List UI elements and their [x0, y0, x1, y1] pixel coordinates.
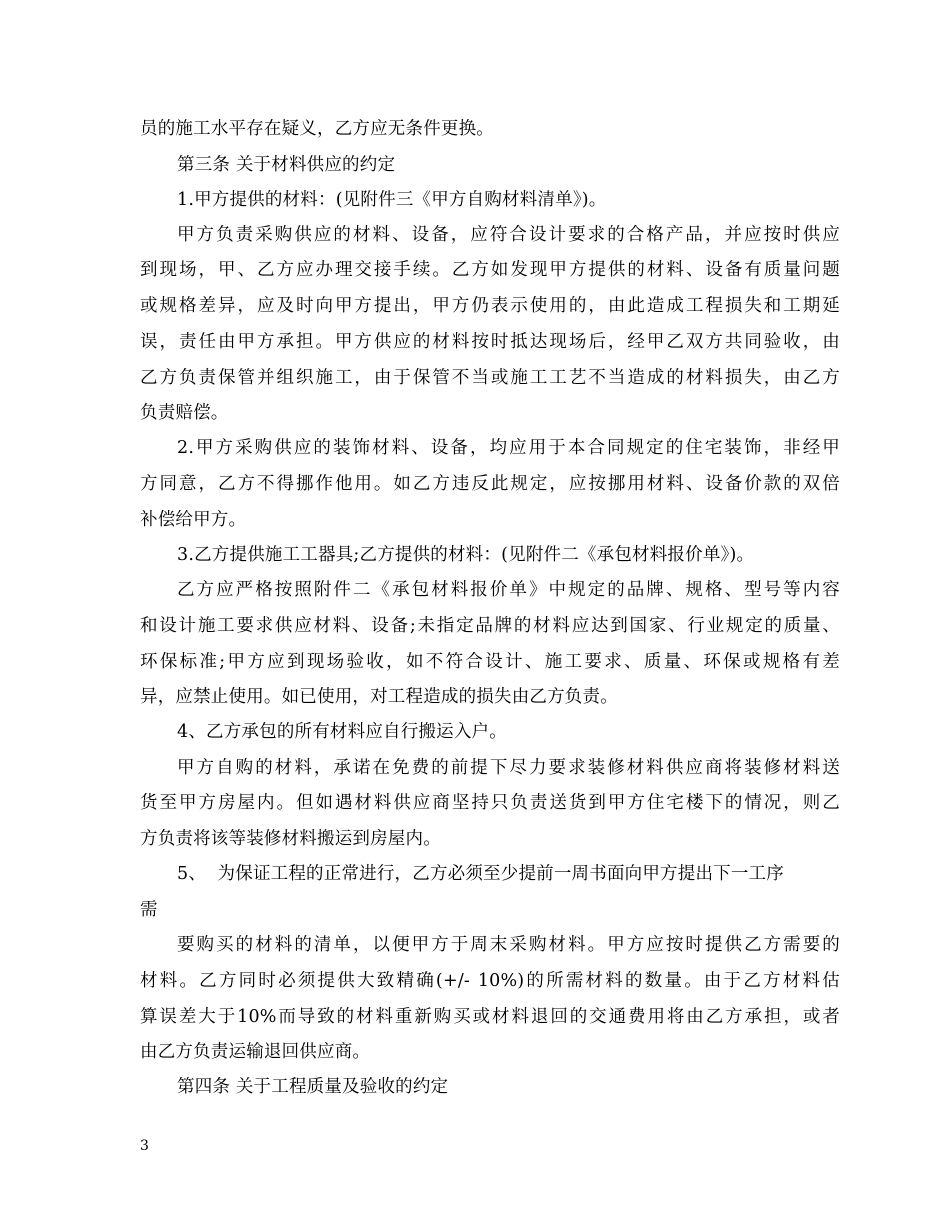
- text-line: 算误差大于10%而导致的材料重新购买或材料退回的交通费用将由乙方承担，或者: [140, 1007, 840, 1027]
- text-line: 误，责任由甲方承担。甲方供应的材料按时抵达现场后，经甲乙双方共同验收，由: [140, 332, 840, 352]
- section-heading-4: 第四条 关于工程质量及验收的约定: [177, 1077, 449, 1097]
- text-line: 或规格差异，应及时向甲方提出，甲方仍表示使用的，由此造成工程损失和工期延: [140, 296, 840, 316]
- text-line: 补偿给甲方。: [140, 510, 247, 530]
- text-line: 环保标准;甲方应到现场验收，如不符合设计、施工要求、质量、环保或规格有差: [140, 652, 840, 672]
- text-line: 乙方应严格按照附件二《承包材料报价单》中规定的品牌、规格、型号等内容: [177, 580, 840, 600]
- page-number: 3: [140, 1138, 149, 1154]
- text-line: 甲方负责采购供应的材料、设备，应符合设计要求的合格产品，并应按时供应: [177, 225, 840, 245]
- text-line: 2.甲方采购供应的装饰材料、设备，均应用于本合同规定的住宅装饰，非经甲: [177, 438, 840, 458]
- text-line: 要购买的材料的清单，以便甲方于周末采购材料。甲方应按时提供乙方需要的: [177, 935, 840, 955]
- text-line: 由乙方负责运输退回供应商。: [140, 1042, 371, 1062]
- text-line: 甲方自购的材料，承诺在免费的前提下尽力要求装修材料供应商将装修材料送: [177, 758, 840, 778]
- text-line: 负责赔偿。: [140, 403, 229, 423]
- text-line: 5、 为保证工程的正常进行，乙方必须至少提前一周书面向甲方提出下一工序: [177, 864, 784, 884]
- text-line: 方同意，乙方不得挪作他用。如乙方违反此规定，应按挪用材料、设备价款的双倍: [140, 474, 840, 494]
- text-line: 1.甲方提供的材料：(见附件三《甲方自购材料清单》)。: [177, 190, 607, 210]
- section-heading-3: 第三条 关于材料供应的约定: [177, 155, 396, 175]
- text-line: 3.乙方提供施工工器具;乙方提供的材料：(见附件二《承包材料报价单》)。: [177, 545, 755, 565]
- text-line: 需: [140, 900, 158, 920]
- text-line: 货至甲方房屋内。但如遇材料供应商坚持只负责送货到甲方住宅楼下的情况，则乙: [140, 793, 840, 813]
- text-line: 员的施工水平存在疑义，乙方应无条件更换。: [140, 119, 494, 139]
- text-line: 和设计施工要求供应材料、设备;未指定品牌的材料应达到国家、行业规定的质量、: [140, 616, 840, 636]
- text-line: 4、乙方承包的所有材料应自行搬运入户。: [177, 722, 507, 742]
- text-line: 材料。乙方同时必须提供大致精确(+/- 10%)的所需材料的数量。由于乙方材料估: [140, 971, 840, 991]
- text-line: 到现场，甲、乙方应办理交接手续。乙方如发现甲方提供的材料、设备有质量问题: [140, 260, 840, 280]
- text-line: 乙方负责保管并组织施工，由于保管不当或施工工艺不当造成的材料损失，由乙方: [140, 368, 840, 388]
- text-line: 方负责将该等装修材料搬运到房屋内。: [140, 829, 441, 849]
- text-line: 异，应禁止使用。如已使用，对工程造成的损失由乙方负责。: [140, 687, 618, 707]
